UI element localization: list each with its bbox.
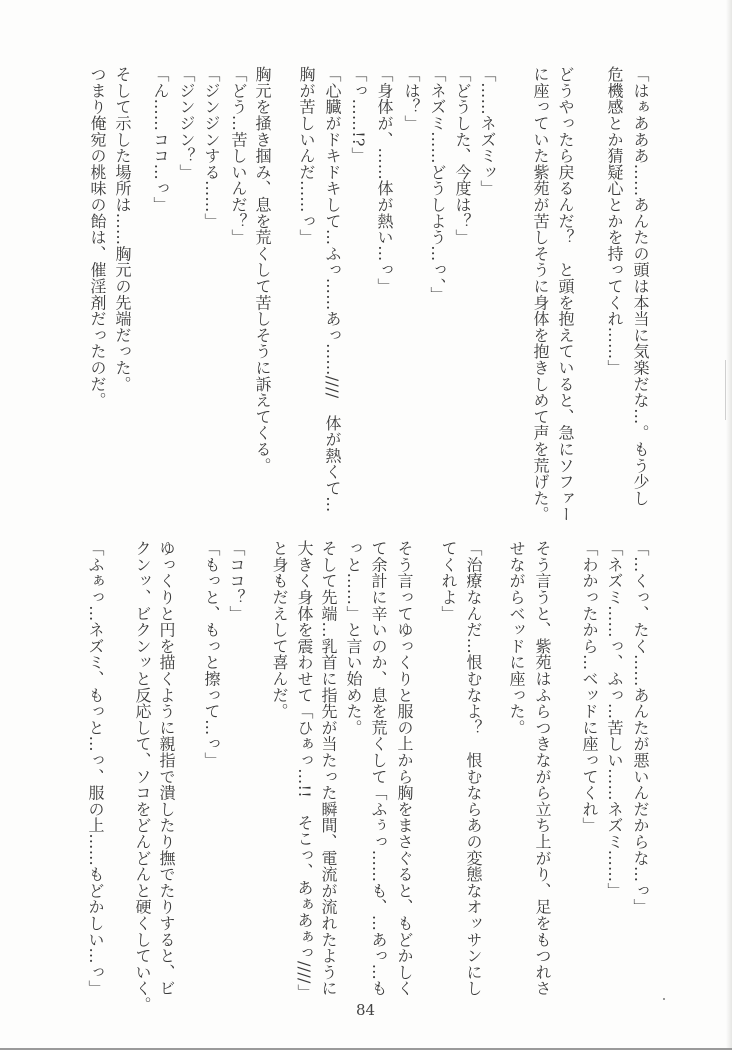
text-line: 「どう…苦しいんだ？」 xyxy=(229,66,248,246)
text-line: 「どうした、今度は？」 xyxy=(453,66,472,246)
text-line: そう言ってゆっくりと服の上から胸をまさぐると、もどかしく xyxy=(395,540,414,997)
text-line: 胸元を掻き掴み、息を荒くして苦しそうに訴えてくる。 xyxy=(253,66,272,474)
text-line: 「は？」 xyxy=(402,66,421,132)
text-line: に座っていた紫苑が苦しそうに身体を抱きしめて声を荒げた。 xyxy=(531,66,550,523)
text-line: 「ジンジン？」 xyxy=(177,66,196,181)
text-line: せながらベッドに座った。 xyxy=(507,540,526,736)
text-line: 「ココ？」 xyxy=(227,540,246,622)
text-line: 「はぁあああ……あんたの頭は本当に気楽だな…。もう少し xyxy=(631,66,650,507)
text-line: 「治療なんだ…恨むなよ？ 恨むならあの変態なオッサンにし xyxy=(464,540,483,997)
text-line: クンッ、ビクンッと反応して、ソコをどんどんと硬くしていく。 xyxy=(133,540,152,1013)
text-line: そう言うと、紫苑はふらつきながら立ち上がり、足をもつれさ xyxy=(533,540,552,997)
page-edge-shadow xyxy=(726,0,732,1050)
text-line: 「わかったから…ベッドに座ってくれ」 xyxy=(580,540,599,834)
text-line: てくれよ」 xyxy=(439,540,458,622)
text-line: と身もだえして喜んだ。 xyxy=(270,540,289,720)
text-line: 危機感とか猜疑心とかを持ってくれ……」 xyxy=(605,66,624,376)
text-line: 「身体が、……体が熱い…っ」 xyxy=(375,66,394,295)
text-line: っと……」と言い始めた。 xyxy=(344,540,363,736)
scan-speck xyxy=(663,998,665,1000)
text-line: そして先端…乳首に指先が当たった瞬間、電流が流れたように xyxy=(319,540,338,997)
page-edge-mark xyxy=(725,360,726,420)
text-line: 「ネズミ……どうしよう…っ、」 xyxy=(428,66,447,303)
text-line: そして示した場所は……胸元の先端だった。 xyxy=(113,66,132,392)
text-line: 「っ……!?」 xyxy=(349,66,368,164)
text-line: 「…くっ、たく……あんたが悪いんだからな…っ」 xyxy=(631,540,650,915)
text-line: 「ジンジンする……」 xyxy=(202,66,221,229)
page-number: 84 xyxy=(356,1001,376,1019)
text-line: 「もっと、もっと擦って…っ」 xyxy=(202,540,221,769)
text-line: 「ふぁっ…ネズミ、もっと…っ、服の上……もどかしい…っ」 xyxy=(86,540,105,997)
text-line: 胸が苦しいんだ……っ」 xyxy=(297,66,316,246)
text-line: どうやったら戻るんだ？ と頭を抱えていると、急にソファー xyxy=(556,66,575,523)
text-line: て余計に辛いのか、息を荒くして「ふぅっ……も、…あっ…も xyxy=(369,540,388,997)
text-line: 「……ネズミッ」 xyxy=(478,66,497,197)
text-line: 「心臓がドキドキして…ふっ……あっ……//// 体が熱くて… xyxy=(323,66,342,513)
text-line: つまり俺宛の桃味の飴は、催淫剤だったのだ。 xyxy=(88,66,107,409)
text-line: 「ん……ココ…っ」 xyxy=(151,66,170,213)
text-line: 「ネズミ……っ、ふっ…苦しい……ネズミ……」 xyxy=(605,540,624,899)
text-line: ゆっくりと円を描くように親指で潰したり撫でたりすると、ビ xyxy=(157,540,176,997)
text-line: 大きく身体を震わせて「ひぁっ…!! そこっ、あぁあぁっ////」 xyxy=(295,540,314,1001)
